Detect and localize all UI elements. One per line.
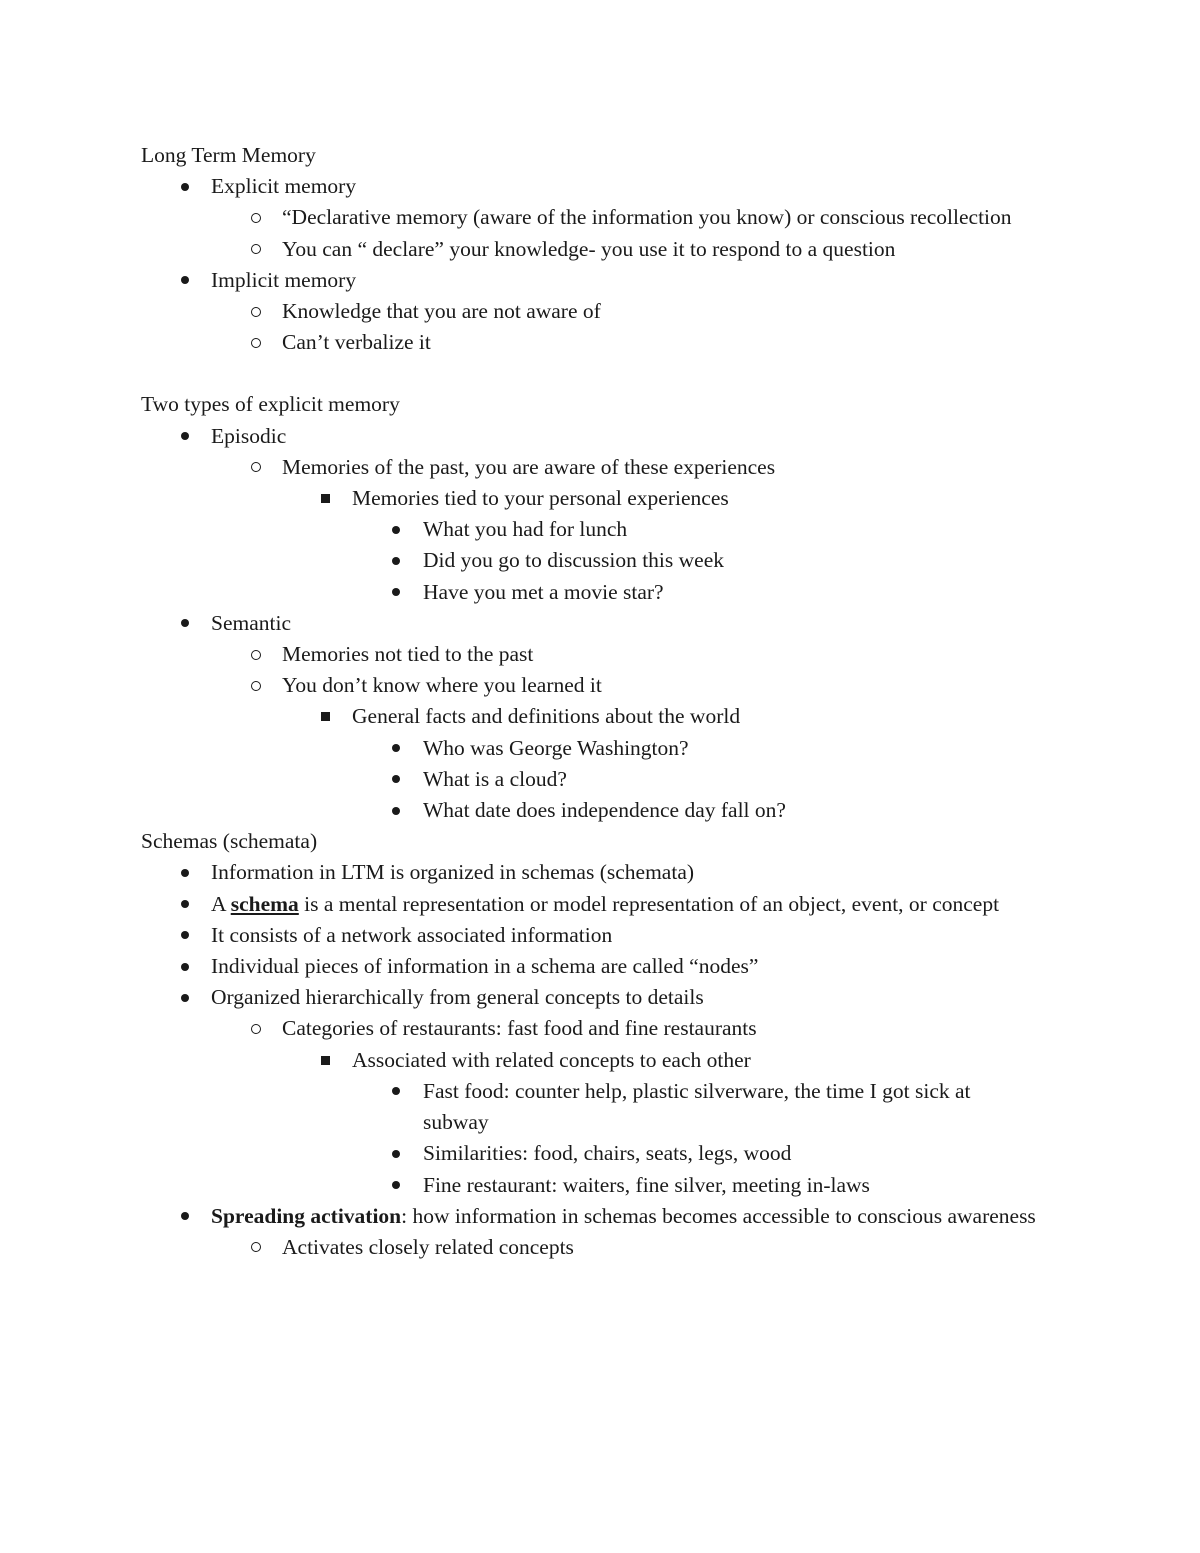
bullet-icon xyxy=(181,889,189,920)
bullet-icon xyxy=(181,982,189,1013)
list-item: Associated with related concepts to each other xyxy=(141,1045,1041,1076)
list-item: Spreading activation: how information in schemas becomes accessible to conscious awareness xyxy=(141,1201,1041,1232)
list-item: “Declarative memory (aware of the information you know) or conscious recollection xyxy=(141,202,1041,233)
square-bullet-icon xyxy=(321,1045,330,1076)
section-heading-long-term-memory: Long Term Memory xyxy=(141,143,316,167)
bullet-icon xyxy=(181,1201,189,1232)
bullet-icon xyxy=(392,577,400,608)
list-item: Memories not tied to the past xyxy=(141,639,1041,670)
bullet-icon xyxy=(392,1170,400,1201)
bullet-icon xyxy=(392,545,400,576)
list-item: Can’t verbalize it xyxy=(141,327,1041,358)
list-item: Information in LTM is organized in schemas (schemata) xyxy=(141,857,1041,888)
bullet-icon xyxy=(392,764,400,795)
circle-bullet-icon xyxy=(251,670,261,701)
circle-bullet-icon xyxy=(251,639,261,670)
circle-bullet-icon xyxy=(251,202,261,233)
list-item: Individual pieces of information in a schema are called “nodes” xyxy=(141,951,1041,982)
list-item: Memories of the past, you are aware of these experiences xyxy=(141,452,1041,483)
circle-bullet-icon xyxy=(251,1013,261,1044)
list-item: Have you met a movie star? xyxy=(141,577,1041,608)
list-item: You don’t know where you learned it xyxy=(141,670,1041,701)
circle-bullet-icon xyxy=(251,296,261,327)
list-item: You can “ declare” your knowledge- you use it to respond to a question xyxy=(141,234,1041,265)
list-item: Fine restaurant: waiters, fine silver, meeting in-laws xyxy=(141,1170,1041,1201)
circle-bullet-icon xyxy=(251,327,261,358)
bullet-icon xyxy=(392,1076,400,1107)
bullet-icon xyxy=(181,171,189,202)
list-item: Who was George Washington? xyxy=(141,733,1041,764)
circle-bullet-icon xyxy=(251,1232,261,1263)
bullet-icon xyxy=(392,733,400,764)
bullet-icon xyxy=(181,421,189,452)
bullet-icon xyxy=(392,514,400,545)
list-item: What is a cloud? xyxy=(141,764,1041,795)
list-item: It consists of a network associated information xyxy=(141,920,1041,951)
bullet-icon xyxy=(392,795,400,826)
list-item: Did you go to discussion this week xyxy=(141,545,1041,576)
section-heading-schemas: Schemas (schemata) xyxy=(141,829,318,854)
circle-bullet-icon xyxy=(251,234,261,265)
list-item: Activates closely related concepts xyxy=(141,1232,1041,1263)
list-item: Implicit memory xyxy=(141,265,1041,296)
bullet-icon xyxy=(181,265,189,296)
list-item: Episodic xyxy=(141,421,1041,452)
list-item: Similarities: food, chairs, seats, legs, wood xyxy=(141,1138,1041,1169)
list-item: General facts and definitions about the world xyxy=(141,701,1041,732)
list-item: Categories of restaurants: fast food and fine restaurants xyxy=(141,1013,1041,1044)
square-bullet-icon xyxy=(321,701,330,732)
list-item: Memories tied to your personal experiences xyxy=(141,483,1041,514)
bullet-icon xyxy=(392,1138,400,1169)
bullet-icon xyxy=(181,608,189,639)
circle-bullet-icon xyxy=(251,452,261,483)
spreading-activation-term: Spreading activation xyxy=(211,1203,402,1228)
list-item: Organized hierarchically from general concepts to details xyxy=(141,982,1041,1013)
bullet-icon xyxy=(181,857,189,888)
bullet-icon xyxy=(181,920,189,951)
list-item: What you had for lunch xyxy=(141,514,1041,545)
list-item: Fast food: counter help, plastic silverware, the time I got sick at subway xyxy=(141,1076,1041,1138)
list-item: Explicit memory xyxy=(141,171,1041,202)
square-bullet-icon xyxy=(321,483,330,514)
schema-term: schema xyxy=(230,891,299,916)
list-item: What date does independence day fall on? xyxy=(141,795,1041,826)
notes-content xyxy=(141,140,1041,1263)
bullet-icon xyxy=(181,951,189,982)
section-heading-two-types: Two types of explicit memory xyxy=(141,392,400,417)
list-item: Semantic xyxy=(141,608,1041,639)
list-item: Knowledge that you are not aware of xyxy=(141,296,1041,327)
list-item: A schema is a mental representation or model representation of an object, event, or concept xyxy=(141,889,1041,920)
blank-line xyxy=(141,358,1041,389)
